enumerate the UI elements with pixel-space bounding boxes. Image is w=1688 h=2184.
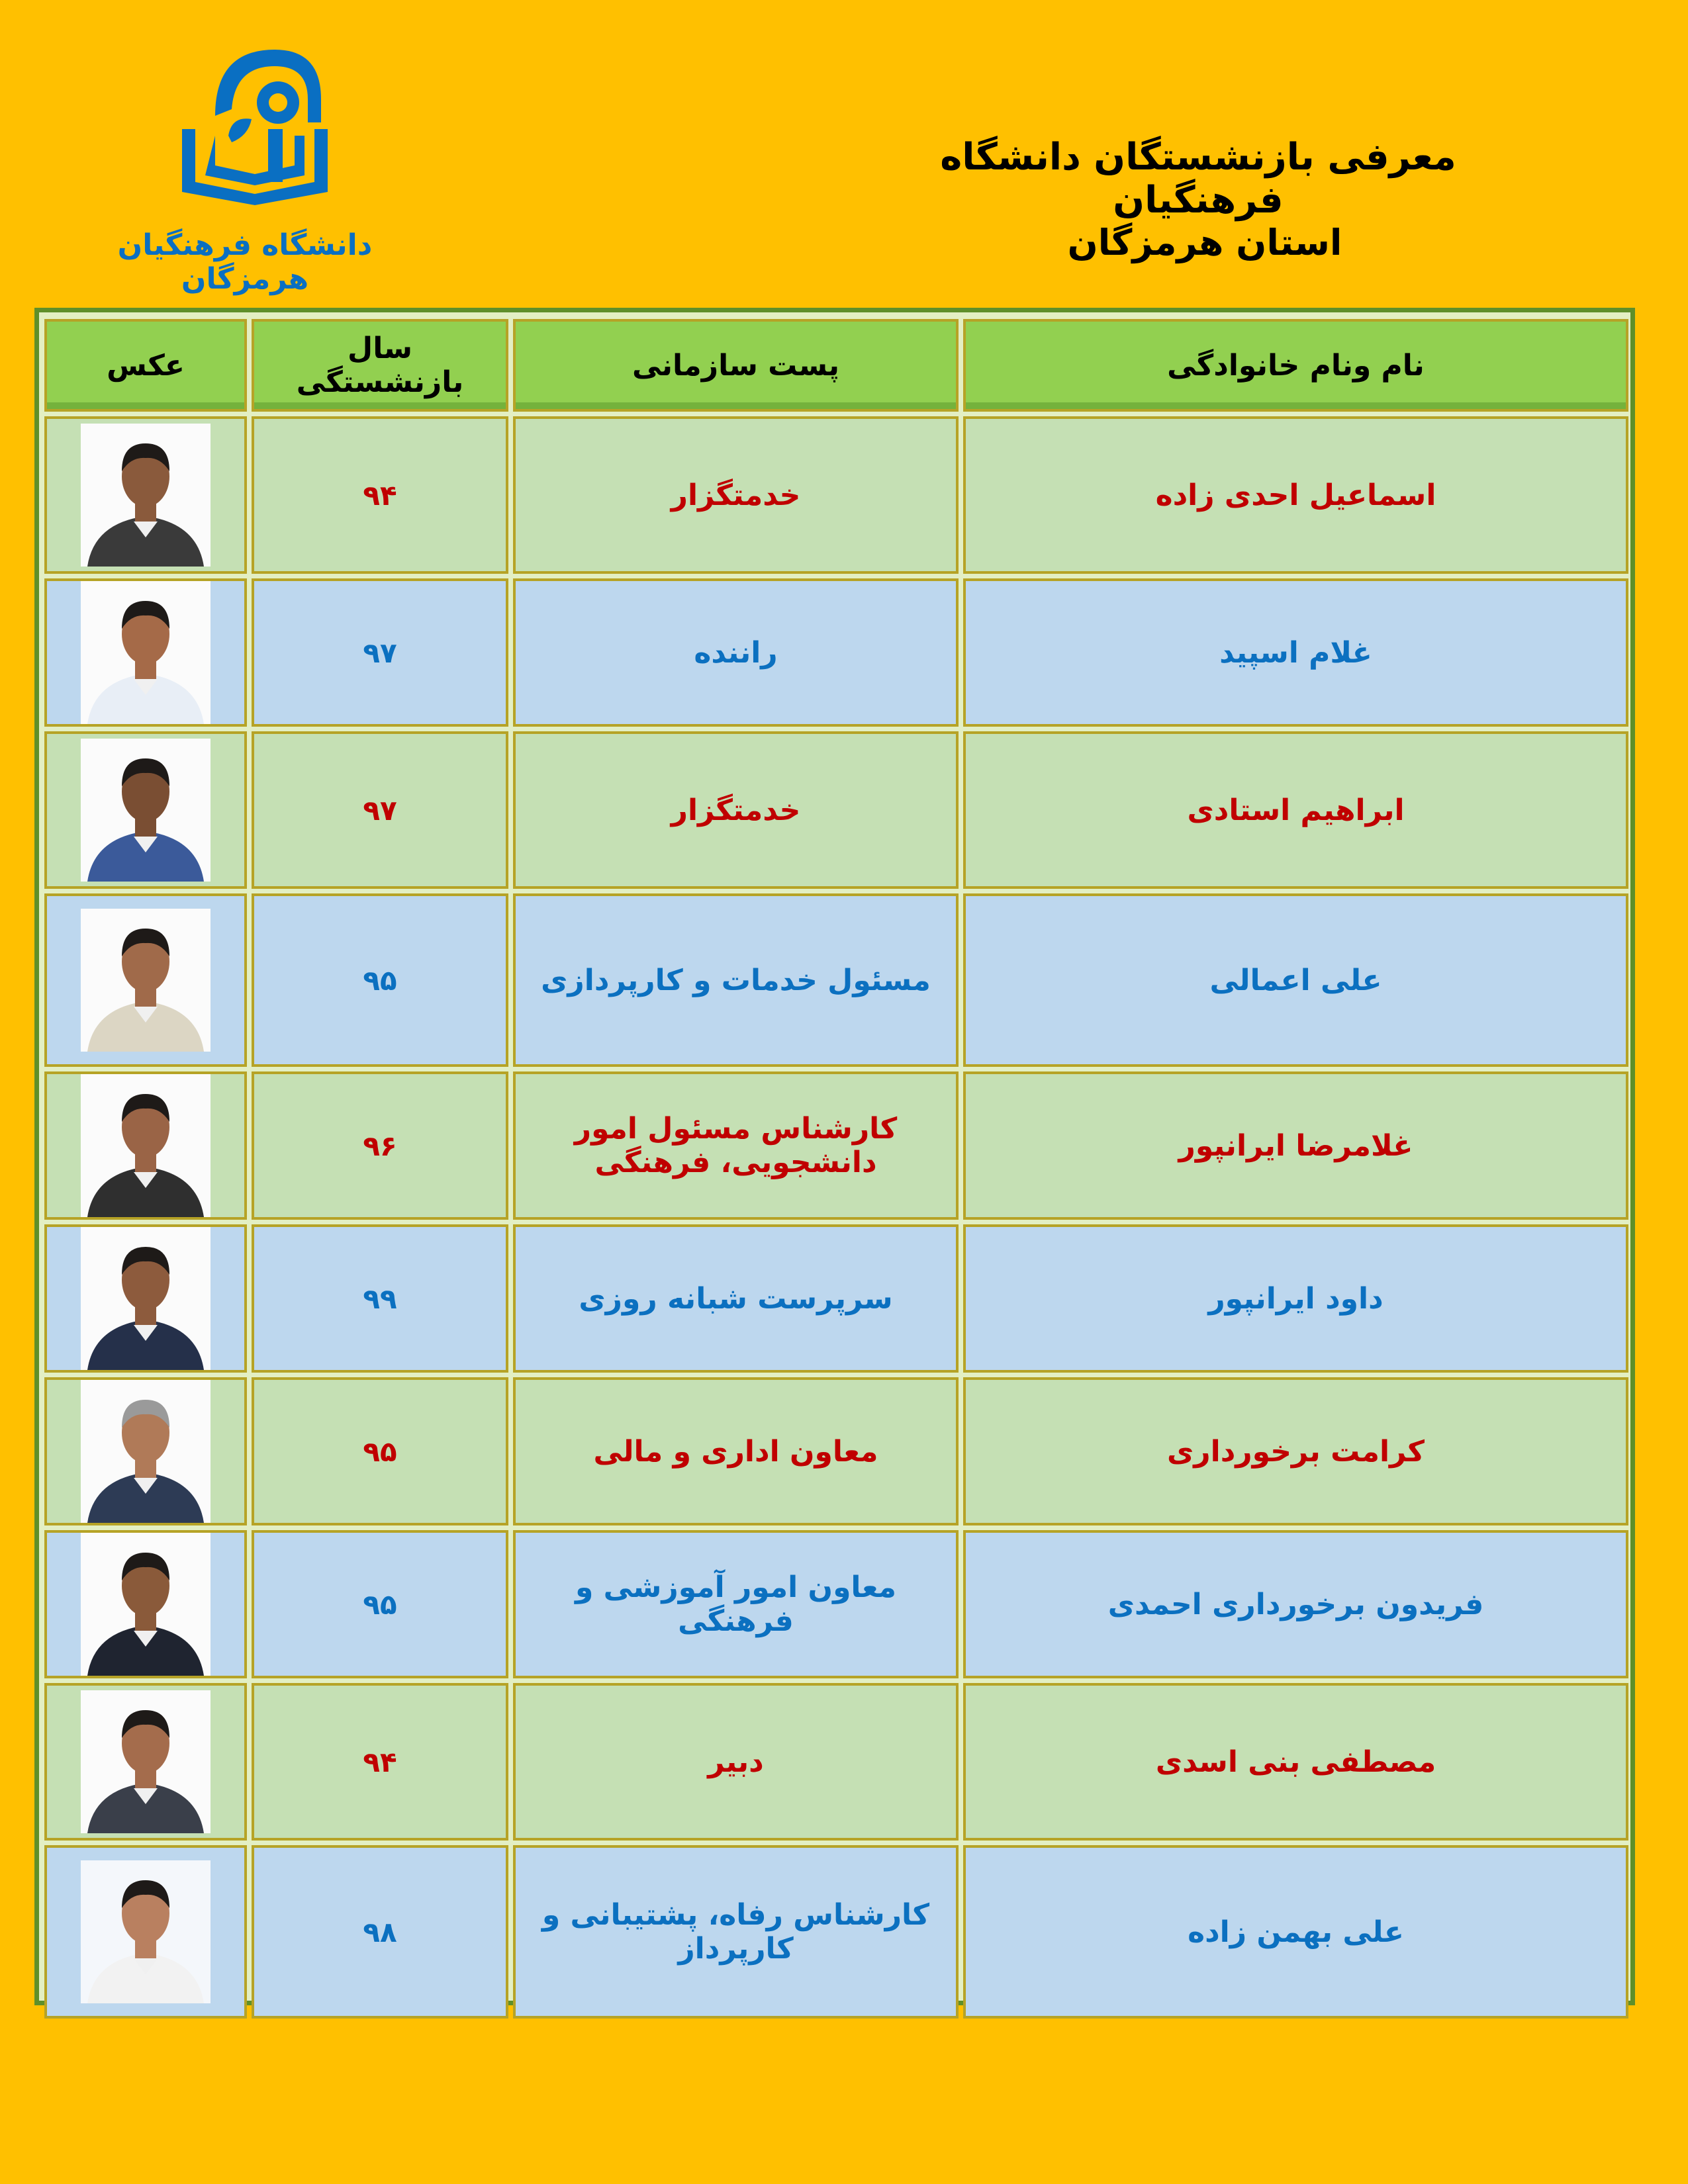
year-cell: ۹۵	[252, 1530, 508, 1678]
photo-cell	[44, 1845, 247, 2019]
year-cell: ۹۴	[252, 1683, 508, 1841]
column-header-year: سال بازنشستگی	[252, 319, 508, 412]
photo-cell	[44, 1530, 247, 1678]
year-cell: ۹۵	[252, 1377, 508, 1525]
person-photo-icon	[81, 739, 211, 882]
table-header-row	[44, 319, 1628, 412]
photo-cell	[44, 416, 247, 574]
page-title: معرفی بازنشستگان دانشگاه فرهنگیان	[940, 136, 1456, 222]
table-row	[44, 1845, 1628, 2019]
name-cell: ابراهیم استادی	[963, 731, 1628, 889]
column-header-position: پست سازمانی	[513, 319, 959, 412]
university-logo-icon	[169, 36, 341, 208]
name-cell: اسماعیل احدی زاده	[963, 416, 1628, 574]
retirees-table	[40, 314, 1633, 2023]
table-row	[44, 578, 1628, 727]
photo-cell	[44, 578, 247, 727]
photo-cell	[44, 1071, 247, 1220]
position-cell: راننده	[513, 578, 959, 727]
photo-cell	[44, 1224, 247, 1373]
table-row	[44, 1377, 1628, 1525]
year-cell: ۹۴	[252, 416, 508, 574]
person-photo-icon	[81, 424, 211, 567]
position-cell: کارشناس رفاه، پشتیبانی و کارپرداز	[513, 1845, 959, 2019]
table-row	[44, 893, 1628, 1067]
table-row	[44, 1224, 1628, 1373]
person-photo-icon	[81, 1860, 211, 2003]
table-row	[44, 1683, 1628, 1841]
name-cell: علی بهمن زاده	[963, 1845, 1628, 2019]
person-photo-icon	[81, 1533, 211, 1676]
page-subtitle: استان هرمزگان	[1067, 222, 1342, 263]
position-cell: معاون امور آموزشی و فرهنگی	[513, 1530, 959, 1678]
position-cell: کارشناس مسئول امور دانشجویی، فرهنگی	[513, 1071, 959, 1220]
year-cell: ۹۵	[252, 893, 508, 1067]
position-cell: سرپرست شبانه روزی	[513, 1224, 959, 1373]
year-cell: ۹۹	[252, 1224, 508, 1373]
person-photo-icon	[81, 1690, 211, 1833]
name-cell: مصطفی بنی اسدی	[963, 1683, 1628, 1841]
table-row	[44, 731, 1628, 889]
person-photo-icon	[81, 1227, 211, 1370]
name-cell: علی اعمالی	[963, 893, 1628, 1067]
table-row	[44, 1530, 1628, 1678]
year-cell: ۹۶	[252, 1071, 508, 1220]
name-cell: غلامرضا ایرانپور	[963, 1071, 1628, 1220]
name-cell: کرامت برخورداری	[963, 1377, 1628, 1525]
name-cell: داود ایرانپور	[963, 1224, 1628, 1373]
position-cell: معاون اداری و مالی	[513, 1377, 959, 1525]
photo-cell	[44, 731, 247, 889]
position-cell: خدمتگزار	[513, 731, 959, 889]
table-row	[44, 416, 1628, 574]
position-cell: مسئول خدمات و کارپردازی	[513, 893, 959, 1067]
person-photo-icon	[81, 1380, 211, 1523]
photo-cell	[44, 1683, 247, 1841]
photo-cell	[44, 893, 247, 1067]
position-cell: خدمتگزار	[513, 416, 959, 574]
column-header-name: نام ونام خانوادگی	[963, 319, 1628, 412]
position-cell: دبیر	[513, 1683, 959, 1841]
photo-cell	[44, 1377, 247, 1525]
year-cell: ۹۷	[252, 578, 508, 727]
table-row	[44, 1071, 1628, 1220]
name-cell: غلام اسپید	[963, 578, 1628, 727]
person-photo-icon	[81, 1074, 211, 1217]
logo-caption: دانشگاه فرهنگیان هرمزگان	[117, 228, 373, 296]
name-cell: فریدون برخورداری احمدی	[963, 1530, 1628, 1678]
person-photo-icon	[81, 909, 211, 1052]
person-photo-icon	[81, 581, 211, 724]
year-cell: ۹۷	[252, 731, 508, 889]
column-header-photo: عکس	[44, 319, 247, 412]
year-cell: ۹۸	[252, 1845, 508, 2019]
